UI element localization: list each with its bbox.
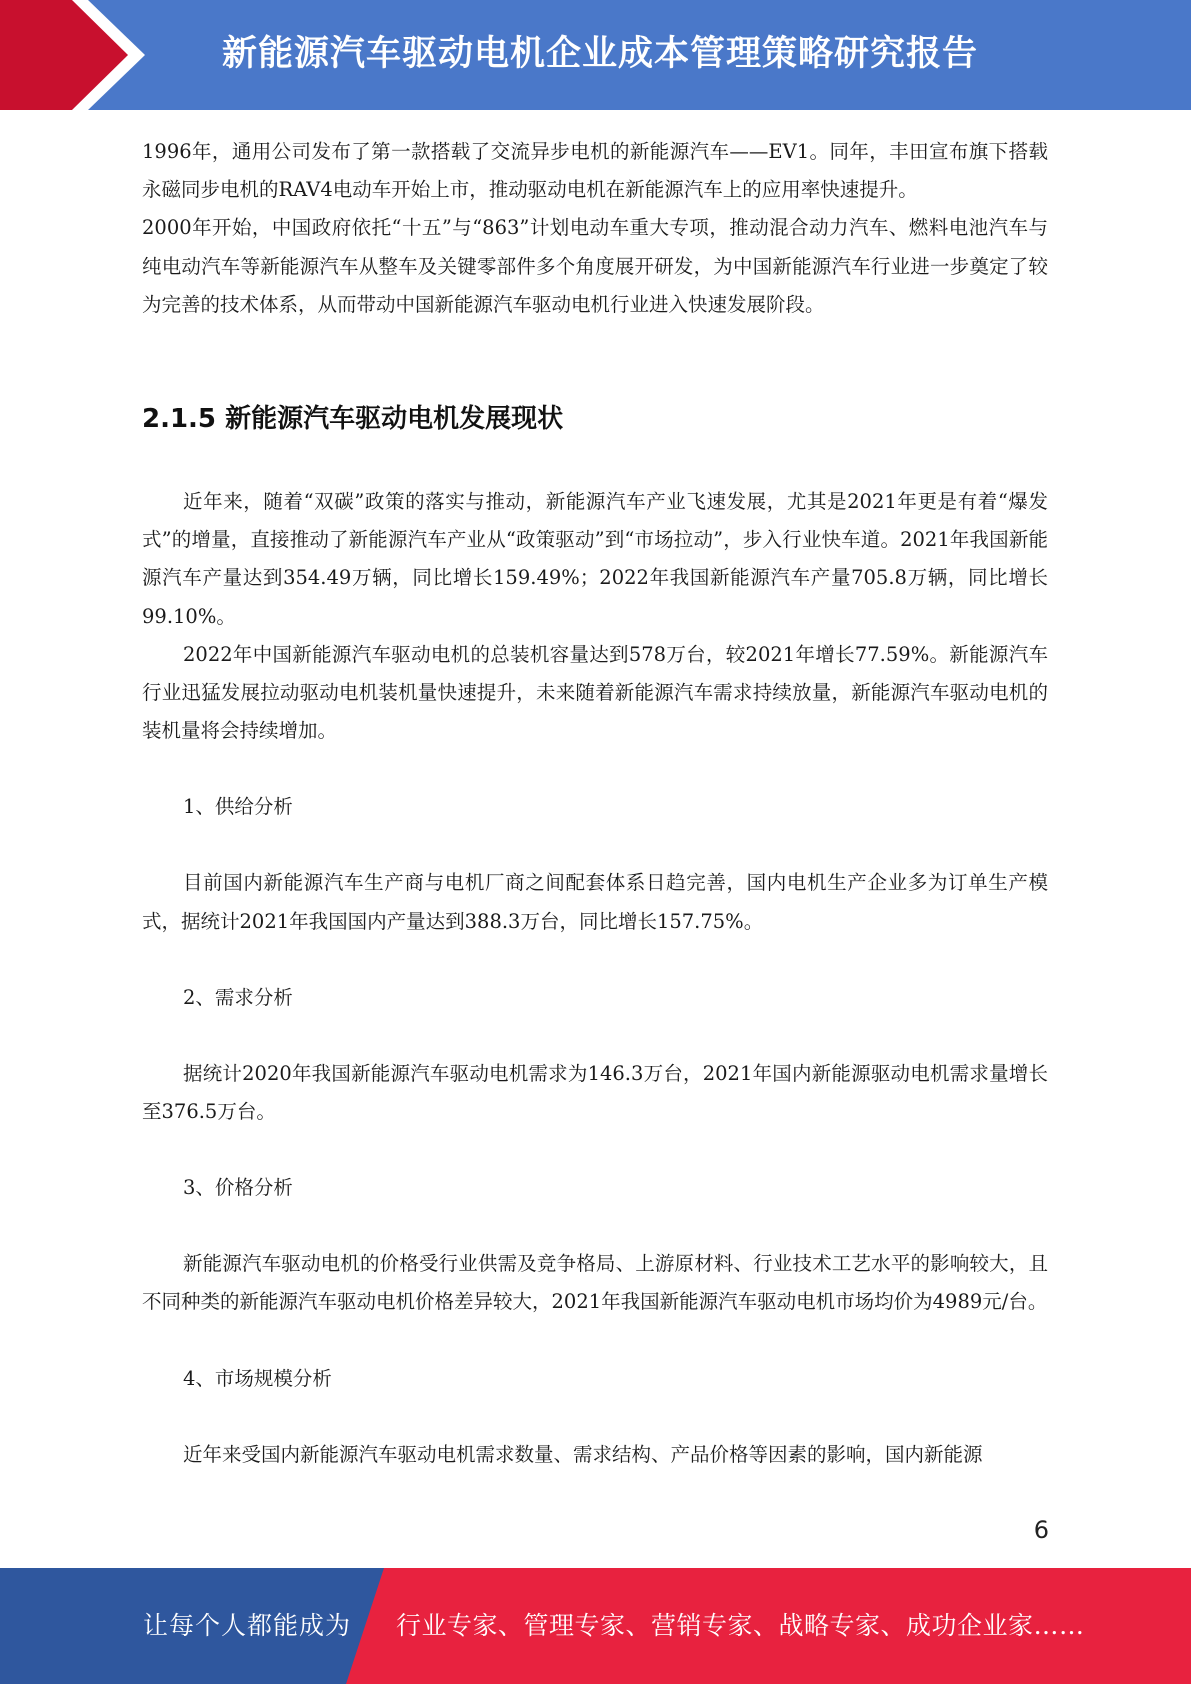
- report-title: 新能源汽车驱动电机企业成本管理策略研究报告: [222, 34, 979, 74]
- body-paragraph: 近年来，随着“双碳”政策的落实与推动，新能源汽车产业飞速发展，尤其是2021年更是有着“爆发式”的增量，直接推动了新能源汽车产业从“政策驱动”到“市场拉动”，步入行业快车道。2021年我国新能源汽车产量达到354.49万辆，同比增长159.49%；2022年我国新能源汽车产量705.8万辆，同比增长99.10%。: [142, 490, 1048, 628]
- subsection-text-demand: 据统计2020年我国新能源汽车驱动电机需求为146.3万台，2021年国内新能源驱动电机需求量增长至376.5万台。: [142, 1061, 1048, 1124]
- body-paragraph: 2022年中国新能源汽车驱动电机的总装机容量达到578万台，较2021年增长77.59%。新能源汽车行业迅猛发展拉动驱动电机装机量快速提升，未来随着新能源汽车需求持续放量，新能源汽车驱动电机的装机量将会持续增加。: [142, 642, 1048, 743]
- page-footer: [0, 1568, 1191, 1684]
- page-content: [142, 133, 1048, 1474]
- subsection-heading-demand: 2、需求分析: [183, 985, 293, 1009]
- subsection-heading-supply: 1、供给分析: [183, 795, 293, 819]
- subsection-heading-market-size: 4、市场规模分析: [183, 1366, 332, 1390]
- subsection-text-market-size: 近年来受国内新能源汽车驱动电机需求数量、需求结构、产品价格等因素的影响，国内新能源: [183, 1442, 983, 1466]
- subsection-heading-price: 3、价格分析: [183, 1176, 293, 1200]
- page-header: [0, 0, 1191, 110]
- subsection-text-price: 新能源汽车驱动电机的价格受行业供需及竞争格局、上游原材料、行业技术工艺水平的影响较大，且不同种类的新能源汽车驱动电机价格差异较大，2021年我国新能源汽车驱动电机市场均价为4989元/台。: [142, 1252, 1048, 1314]
- footer-slogan-right: 行业专家、管理专家、营销专家、战略专家、成功企业家……: [396, 1611, 1085, 1640]
- intro-paragraph: 2000年开始，中国政府依托“十五”与“863”计划电动车重大专项，推动混合动力汽车、燃料电池汽车与纯电动汽车等新能源汽车从整车及关键零部件多个角度展开研发，为中国新能源汽车行业进一步奠定了较为完善的技术体系，从而带动中国新能源汽车驱动电机行业进入快速发展阶段。: [142, 216, 1048, 316]
- intro-paragraph: 1996年，通用公司发布了第一款搭载了交流异步电机的新能源汽车——EV1。同年，丰田宣布旗下搭载永磁同步电机的RAV4电动车开始上市，推动驱动电机在新能源汽车上的应用率快速提升。: [142, 140, 1048, 202]
- section-heading: 2.1.5 新能源汽车驱动电机发展现状: [142, 404, 564, 435]
- footer-slogan-left: 让每个人都能成为: [143, 1611, 352, 1640]
- page-number: 6: [1033, 1516, 1049, 1544]
- header-arrow-decoration: [0, 0, 160, 110]
- subsection-text-supply: 目前国内新能源汽车生产商与电机厂商之间配套体系日趋完善，国内电机生产企业多为订单生产模式，据统计2021年我国国内产量达到388.3万台，同比增长157.75%。: [142, 871, 1048, 933]
